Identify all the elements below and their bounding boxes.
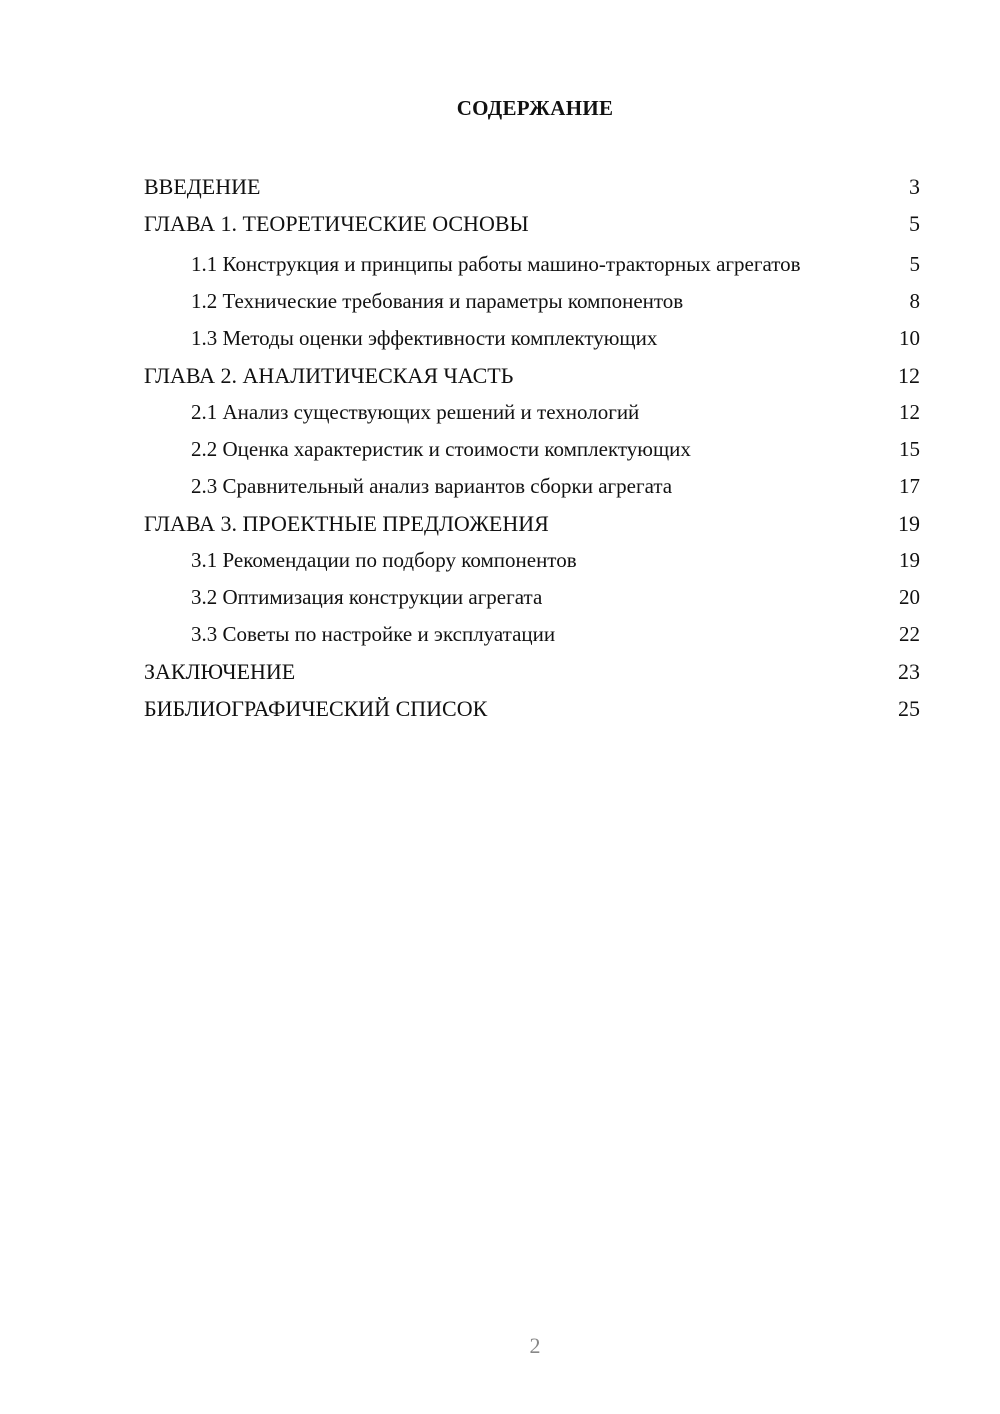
toc-entry-introduction (144, 168, 920, 205)
toc-entry-section-3-1 (144, 542, 920, 579)
toc-entry-page: 5 (909, 211, 920, 236)
toc-entry-page: 19 (899, 548, 920, 572)
toc-entry-label: ГЛАВА 2. АНАЛИТИЧЕСКАЯ ЧАСТЬ (144, 363, 514, 388)
toc-entry-conclusion (144, 653, 920, 690)
toc-entry-page: 3 (909, 174, 920, 199)
toc-entry-label: 1.1 Конструкция и принципы работы машино-тракторных агрегатов (191, 252, 801, 276)
toc-entry-label: 3.1 Рекомендации по подбору компонентов (191, 548, 577, 572)
toc-entry-page: 17 (899, 474, 920, 498)
toc-entry-section-3-2 (144, 579, 920, 616)
toc-entry-section-2-1 (144, 394, 920, 431)
toc-entry-page: 10 (899, 326, 920, 350)
toc-entry-label: 2.3 Сравнительный анализ вариантов сборки агрегата (191, 474, 673, 498)
toc-entry-label: 3.2 Оптимизация конструкции агрегата (191, 585, 543, 609)
toc-entry-section-2-2 (144, 431, 920, 468)
toc-entry-page: 20 (899, 585, 920, 609)
toc-entry-label: 1.3 Методы оценки эффективности комплектующих (191, 326, 658, 350)
toc-entry-chapter-3 (144, 505, 920, 542)
toc-entry-section-1-1 (144, 242, 920, 283)
toc-entry-label: 2.1 Анализ существующих решений и технологий (191, 400, 640, 424)
toc-entry-section-3-3 (144, 616, 920, 653)
toc-entry-page: 23 (898, 659, 920, 684)
toc-entry-page: 5 (909, 252, 920, 276)
table-of-contents (144, 168, 920, 727)
toc-entry-label: 3.3 Советы по настройке и эксплуатации (191, 622, 556, 646)
toc-entry-bibliography (144, 690, 920, 727)
toc-entry-page: 12 (898, 363, 920, 388)
page-number: 2 (529, 1333, 541, 1358)
toc-entry-label: БИБЛИОГРАФИЧЕСКИЙ СПИСОК (144, 696, 488, 721)
toc-entry-page: 19 (898, 511, 920, 536)
toc-entry-chapter-2 (144, 357, 920, 394)
toc-entry-page: 25 (898, 696, 920, 721)
toc-heading: СОДЕРЖАНИЕ (456, 96, 614, 120)
toc-entry-label: 2.2 Оценка характеристик и стоимости комплектующих (191, 437, 691, 461)
toc-entry-section-2-3 (144, 468, 920, 505)
toc-entry-section-1-2 (144, 283, 920, 320)
toc-entry-page: 12 (899, 400, 920, 424)
toc-entry-label: ГЛАВА 1. ТЕОРЕТИЧЕСКИЕ ОСНОВЫ (144, 211, 529, 236)
toc-entry-label: ГЛАВА 3. ПРОЕКТНЫЕ ПРЕДЛОЖЕНИЯ (144, 511, 549, 536)
toc-entry-section-1-3 (144, 320, 920, 357)
toc-entry-page: 22 (899, 622, 920, 646)
toc-entry-label: 1.2 Технические требования и параметры компонентов (191, 289, 684, 313)
toc-entry-label: ЗАКЛЮЧЕНИЕ (144, 659, 296, 684)
toc-entry-page: 15 (899, 437, 920, 461)
toc-entry-page: 8 (909, 289, 920, 313)
toc-entry-chapter-1 (144, 205, 920, 242)
toc-entry-label: ВВЕДЕНИЕ (144, 174, 261, 199)
